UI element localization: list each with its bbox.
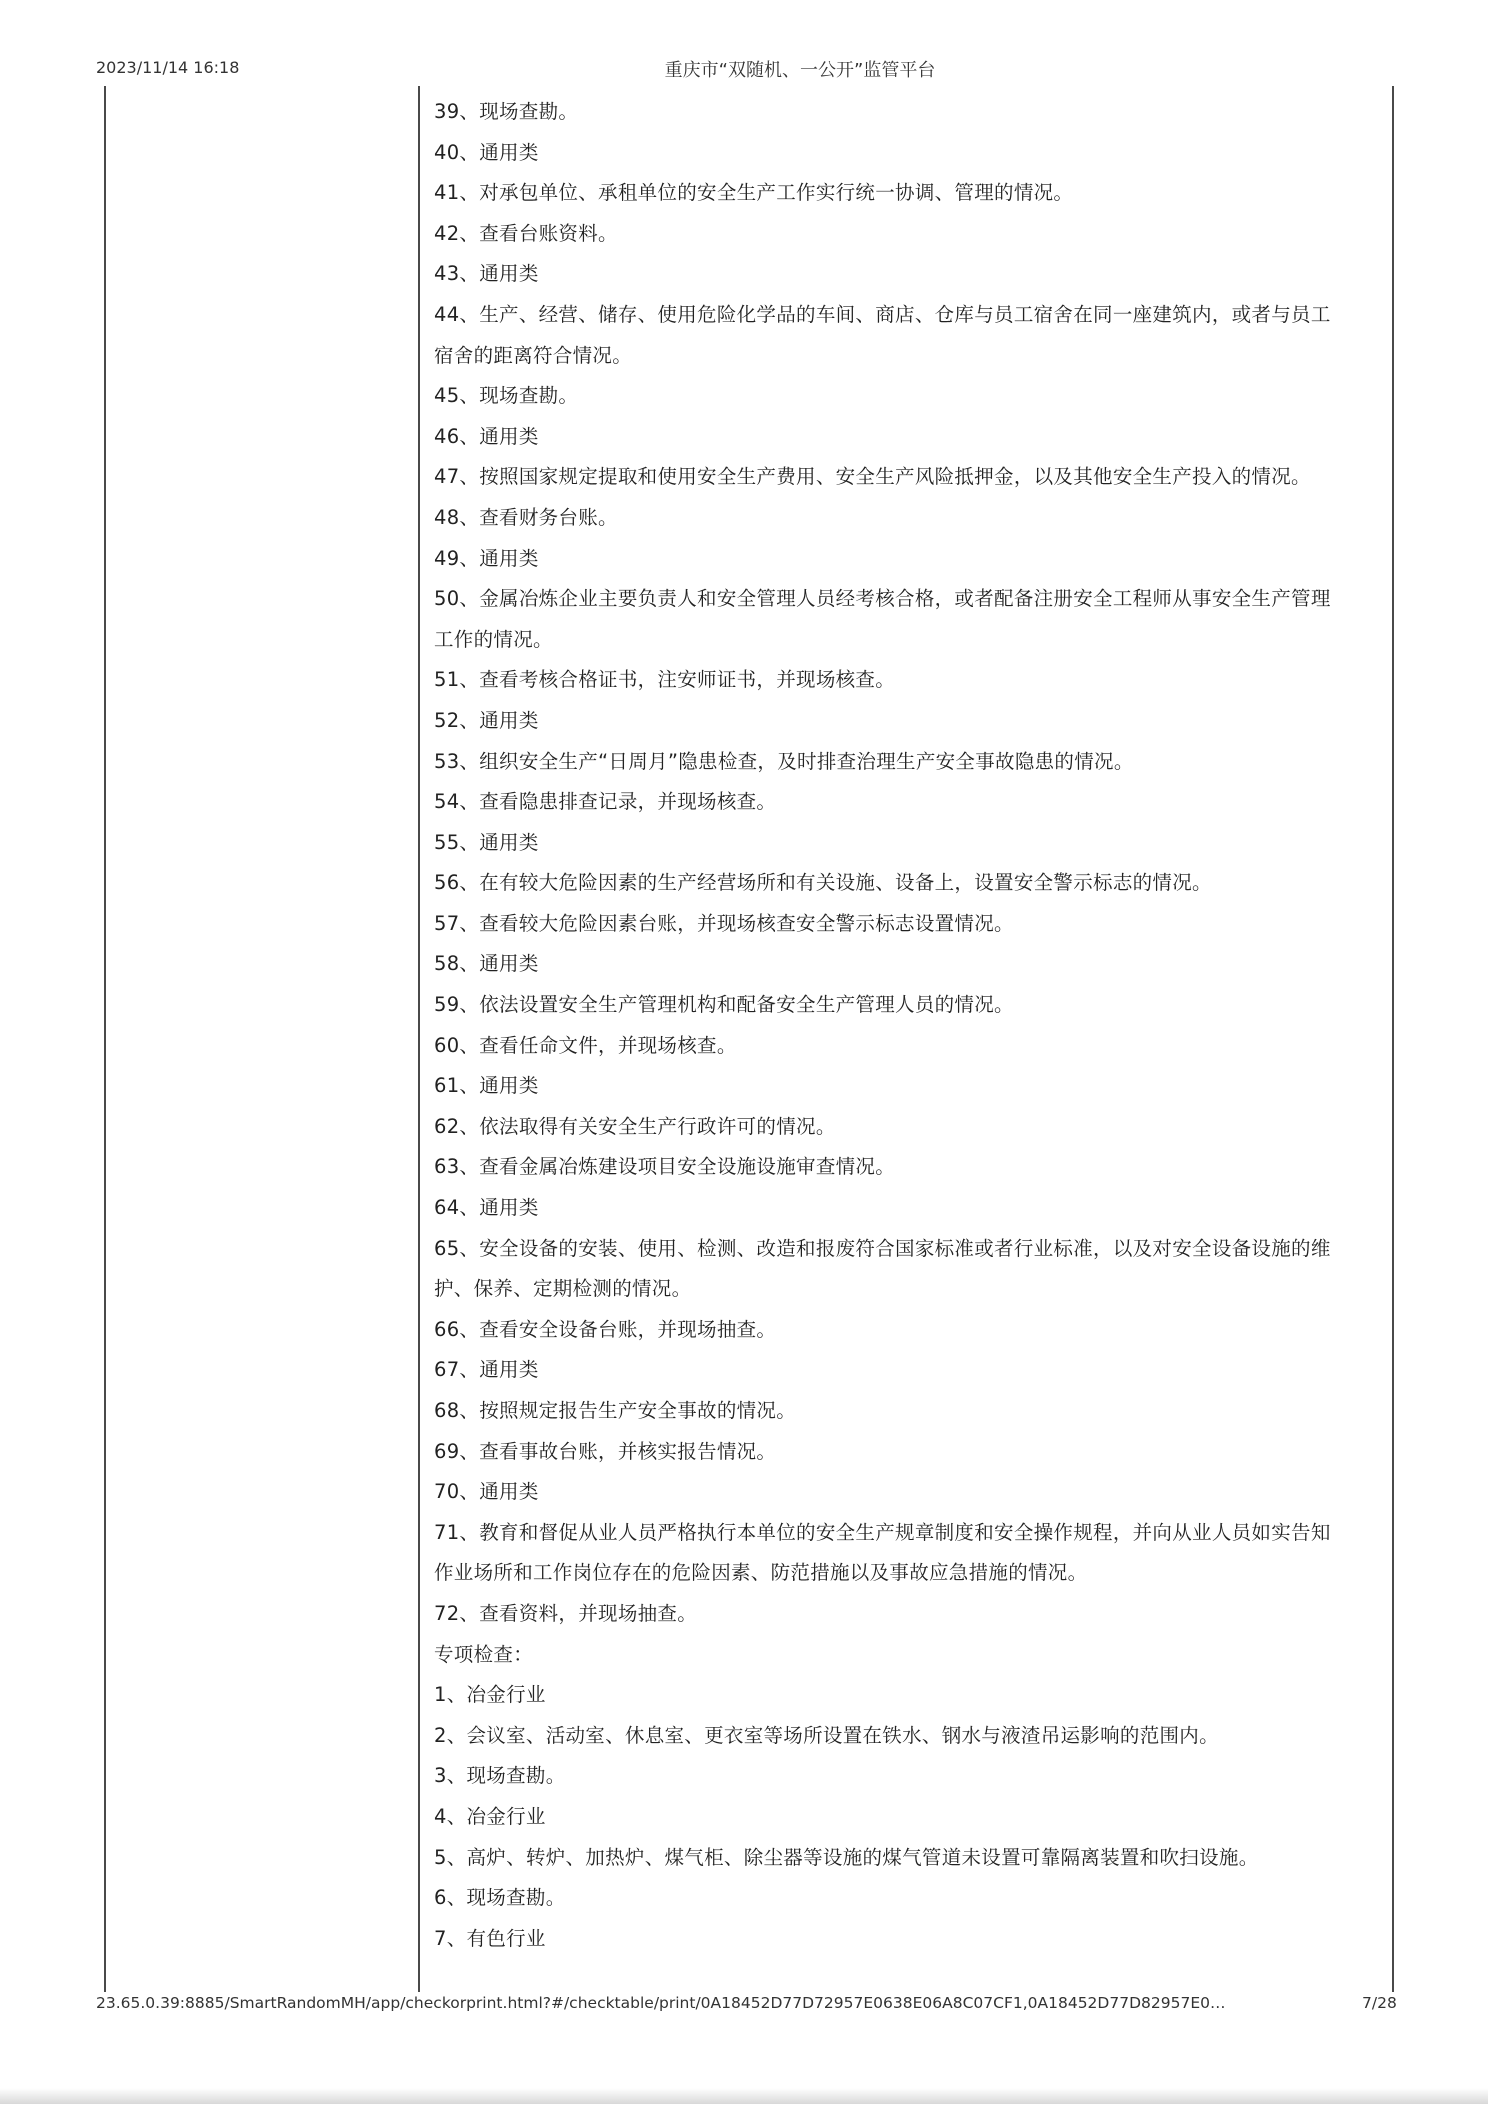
checklist-line: 50、金属冶炼企业主要负责人和安全管理人员经考核合格，或者配备注册安全工程师从事安全生产管理 <box>434 587 1331 611</box>
page-title: 重庆市“双随机、一公开”监管平台 <box>664 60 936 81</box>
checklist-line: 宿舍的距离符合情况。 <box>434 343 633 367</box>
checklist-line: 49、通用类 <box>434 546 539 570</box>
checklist-line: 61、通用类 <box>434 1074 539 1098</box>
checklist-line: 67、通用类 <box>434 1358 539 1382</box>
checklist-line: 66、查看安全设备台账，并现场抽查。 <box>434 1317 777 1341</box>
checklist-line: 64、通用类 <box>434 1196 539 1220</box>
checklist-line: 48、查看财务台账。 <box>434 505 618 529</box>
checklist-line: 2、会议室、活动室、休息室、更衣室等场所设置在铁水、钢水与液渣吊运影响的范围内。 <box>434 1723 1219 1747</box>
checklist-line: 52、通用类 <box>434 708 539 732</box>
page-number: 7/28 <box>1362 1994 1397 2012</box>
checklist-line: 6、现场查勘。 <box>434 1886 566 1910</box>
checklist-line: 7、有色行业 <box>434 1926 546 1950</box>
table-border-right <box>1392 86 1394 1992</box>
print-url: 23.65.0.39:8885/SmartRandomMH/app/checkorprint.html?#/checktable/print/0A18452D77D72957E0638E06A8C07CF1,0A18452D77D82957E0… <box>96 1994 1226 2012</box>
checklist-line: 68、按照规定报告生产安全事故的情况。 <box>434 1399 797 1422</box>
checklist-line: 1、冶金行业 <box>434 1683 546 1707</box>
checklist-line: 40、通用类 <box>434 140 539 164</box>
scan-edge <box>0 2088 1488 2104</box>
checklist-line: 47、按照国家规定提取和使用安全生产费用、安全生产风险抵押金，以及其他安全生产投入的情况。 <box>434 465 1311 489</box>
checklist-line: 70、通用类 <box>434 1480 539 1504</box>
checklist-line: 56、在有较大危险因素的生产经营场所和有关设施、设备上，设置安全警示标志的情况。 <box>434 871 1212 895</box>
checklist-line: 43、通用类 <box>434 262 539 286</box>
checklist-line: 55、通用类 <box>434 830 539 854</box>
checklist-line: 4、冶金行业 <box>434 1804 546 1828</box>
checklist-line: 57、查看较大危险因素台账，并现场核查安全警示标志设置情况。 <box>434 911 1014 935</box>
checklist-line: 72、查看资料，并现场抽查。 <box>434 1601 698 1625</box>
checklist-line: 护、保养、定期检测的情况。 <box>434 1277 692 1301</box>
checklist-line: 46、通用类 <box>434 424 539 448</box>
checklist-line: 专项检查： <box>434 1642 534 1666</box>
checklist-line: 59、依法设置安全生产管理机构和配备安全生产管理人员的情况。 <box>434 993 1014 1017</box>
table-border-middle <box>418 86 420 1992</box>
table-border-left <box>104 86 106 1992</box>
checklist-content <box>434 92 1384 1959</box>
checklist-line: 42、查看台账资料。 <box>434 221 618 245</box>
checklist-line: 58、通用类 <box>434 952 539 976</box>
checklist-line: 3、现场查勘。 <box>434 1764 566 1788</box>
checklist-line: 45、现场查勘。 <box>434 384 579 408</box>
checklist-line: 工作的情况。 <box>434 627 553 651</box>
checklist-line: 44、生产、经营、储存、使用危险化学品的车间、商店、仓库与员工宿舍在同一座建筑内，或者与员工 <box>434 302 1331 326</box>
checklist-line: 62、依法取得有关安全生产行政许可的情况。 <box>434 1114 836 1138</box>
checklist-line: 60、查看任命文件，并现场核查。 <box>434 1033 737 1057</box>
checklist-line: 63、查看金属冶炼建设项目安全设施设施审查情况。 <box>434 1155 896 1179</box>
checklist-line: 39、现场查勘。 <box>434 100 579 123</box>
checklist-line: 53、组织安全生产“日周月”隐患检查，及时排查治理生产安全事故隐患的情况。 <box>434 749 1134 773</box>
checklist-line: 作业场所和工作岗位存在的危险因素、防范措施以及事故应急措施的情况。 <box>434 1561 1088 1585</box>
checklist-line: 65、安全设备的安装、使用、检测、改造和报废符合国家标准或者行业标准，以及对安全设备设施的维 <box>434 1236 1331 1260</box>
print-datetime: 2023/11/14 16:18 <box>96 58 240 77</box>
checklist-line: 51、查看考核合格证书，注安师证书，并现场核查。 <box>434 668 896 692</box>
checklist-line: 71、教育和督促从业人员严格执行本单位的安全生产规章制度和安全操作规程，并向从业人员如实告知 <box>434 1520 1331 1544</box>
checklist-line: 41、对承包单位、承租单位的安全生产工作实行统一协调、管理的情况。 <box>434 181 1074 205</box>
checklist-line: 54、查看隐患排查记录，并现场核查。 <box>434 790 777 814</box>
checklist-line: 69、查看事故台账，并核实报告情况。 <box>434 1439 777 1463</box>
checklist-line: 5、高炉、转炉、加热炉、煤气柜、除尘器等设施的煤气管道未设置可靠隔离装置和吹扫设施。 <box>434 1845 1259 1869</box>
